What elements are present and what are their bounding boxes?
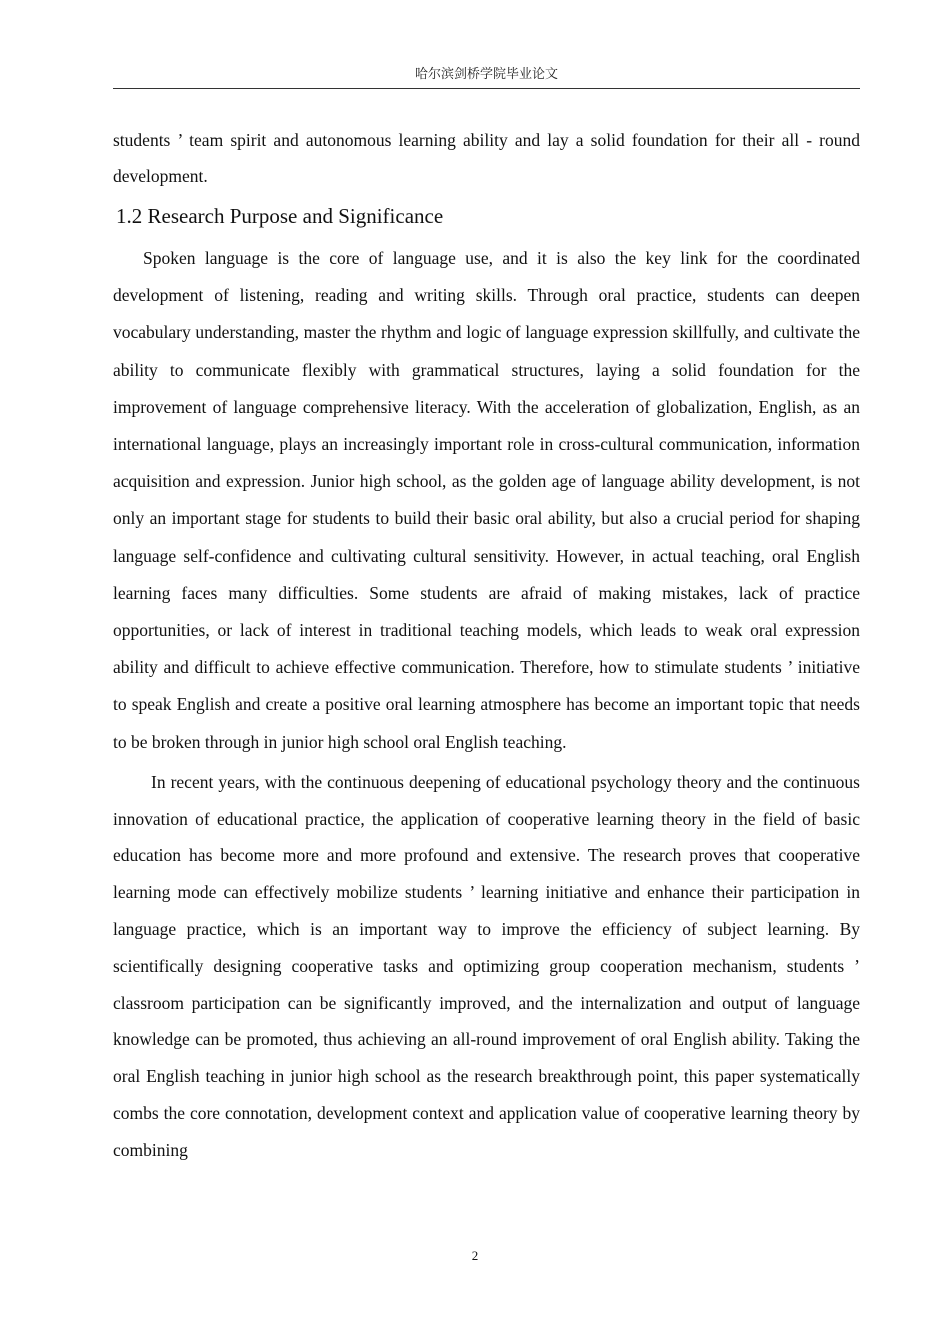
section-heading: 1.2 Research Purpose and Significance (116, 204, 444, 228)
page-number: 2 (471, 1248, 479, 1263)
page-header: 哈尔滨剑桥学院毕业论文 (113, 64, 860, 89)
continuation-paragraph: students ’ team spirit and autonomous learning ability and lay a solid foundation for their all - round development. (113, 130, 860, 186)
page-content (113, 122, 860, 1169)
body-paragraph-1: Spoken language is the core of language use, and it is also the key link for the coordinated development of listening, reading and writing skills. Through oral practice, students can deepen vocabulary understanding, master the rhythm and logic of language expression skillfully, and cultivate the ability to communicate flexibly with grammatical structures, laying a solid foundation for the improvement of language comprehensive literacy. With the acceleration of globalization, English, as an international language, plays an increasingly important role in cross-cultural communication, information acquisition and expression. Junior high school, as the golden age of language ability development, is not only an important stage for students to build their basic oral ability, but also a crucial period for shaping language self-confidence and cultivating cultural sensitivity. However, in actual teaching, oral English learning faces many difficulties. Some students are afraid of making mistakes, lack of practice opportunities, or lack of interest in traditional teaching models, which leads to weak oral expression ability and difficult to achieve effective communication. Therefore, how to stimulate students ’ initiative to speak English and create a positive oral learning atmosphere has become an important topic that needs to be broken through in junior high school oral English teaching. (113, 248, 860, 752)
body-paragraph-2: In recent years, with the continuous deepening of educational psychology theory and the continuous innovation of educational practice, the application of cooperative learning theory in the field of basic education has become more and more profound and extensive. The research proves that cooperative learning mode can effectively mobilize students ’ learning initiative and enhance their participation in language practice, which is an important way to improve the efficiency of subject learning. By scientifically designing cooperative tasks and optimizing group cooperation mechanism, students ’ classroom participation can be significantly improved, and the internalization and output of language knowledge can be promoted, thus achieving an all-round improvement of oral English ability. Taking the oral English teaching in junior high school as the research breakthrough point, this paper systematically combs the core connotation, development context and application value of cooperative learning theory by combining (113, 771, 860, 1160)
